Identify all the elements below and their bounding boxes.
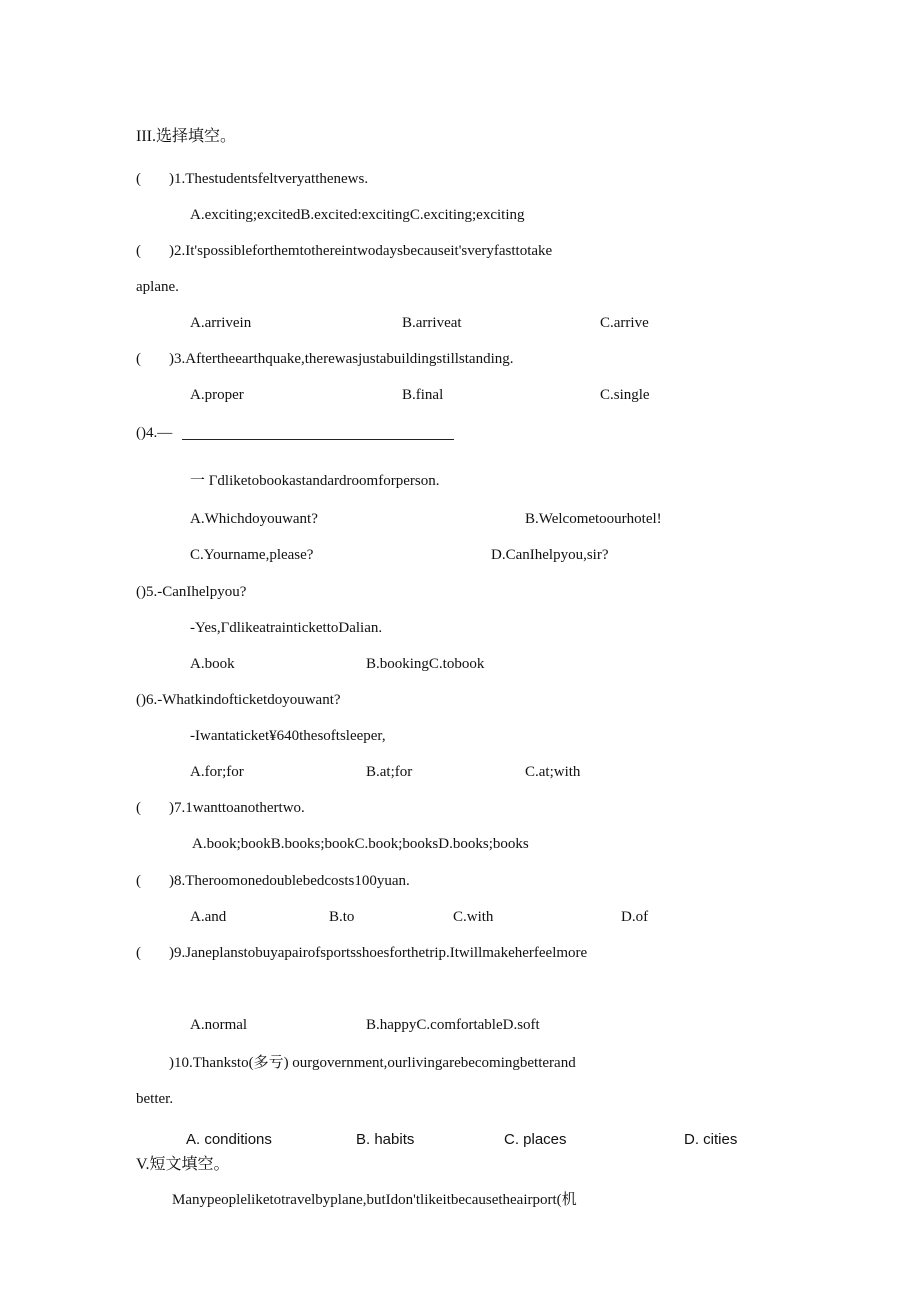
dialogue-line: -Iwantaticket¥640thesoftsleeper, [190,728,386,744]
option-text: A.exciting;excitedB.excited:excitingC.exciting;exciting [190,207,525,223]
option-c: C.arrive [600,315,649,331]
option-b: B.to [329,909,355,925]
question-paren: ( [136,945,141,961]
option-b: B. habits [356,1131,415,1148]
option-a: A.normal [190,1017,248,1033]
option-d: D.of [621,909,649,925]
question-continuation: better. [136,1091,174,1107]
option-a: A.Whichdoyouwant? [190,511,318,527]
question-stem: ()5.-CanIhelpyou? [136,584,247,600]
option-a: A.arrivein [190,315,252,331]
option-text: A.book;bookB.books;bookC.book;booksD.books;books [192,836,529,852]
option-b: B.final [402,387,444,403]
question-stem: )2.It'spossibleforthemtothereintwodaysbecauseit'sveryfasttotake [169,243,553,259]
option-d: D. cities [684,1131,738,1148]
question-continuation: aplane. [136,279,179,295]
answer-blank-line [182,439,454,440]
option-a: A.and [190,909,227,925]
section-heading: III.选择填空。 [136,128,236,145]
dialogue-line: -Yes,ΓdlikeatraintickettoDalian. [190,620,383,636]
dialogue-line: 一 Γdliketobookastandardroomforperson. [190,473,440,489]
question-stem: )7.1wanttoanothertwo. [169,800,305,816]
question-paren: ( [136,171,141,187]
question-stem: )1.Thestudentsfeltveryatthenews. [169,171,369,187]
question-paren: ( [136,800,141,816]
option-a: A.book [190,656,235,672]
paragraph-line: Manypeopleliketotravelbyplane,butIdon'tlikeitbecausetheairport(机 [172,1192,577,1208]
question-stem: )9.Janeplanstobuyapairofsportsshoesforthetrip.Itwillmakeherfeelmore [169,945,588,961]
option-c: C.single [600,387,650,403]
option-c: C. places [504,1131,567,1148]
option-b: B.at;for [366,764,413,780]
option-a: A.for;for [190,764,244,780]
option-c: C.with [453,909,494,925]
option-b: B.Welcometoourhotel! [525,511,662,527]
question-paren: ( [136,243,141,259]
option-b: B.bookingC.tobook [366,656,485,672]
question-stem: ()4.— [136,425,173,441]
option-a: A.proper [190,387,244,403]
question-stem: )10.Thanksto(多亏) ourgovernment,ourlivingarebecomingbetterand [169,1055,576,1071]
question-stem: )8.Theroomonedoublebedcosts100yuan. [169,873,410,889]
option-c: C.Yourname,please? [190,547,314,563]
option-a: A. conditions [186,1131,272,1148]
option-c: C.at;with [525,764,581,780]
question-stem: )3.Aftertheearthquake,therewasjustabuildingstillstanding. [169,351,514,367]
question-stem: ()6.-Whatkindofticketdoyouwant? [136,692,341,708]
option-b: B.happyC.comfortableD.soft [366,1017,540,1033]
question-paren: ( [136,351,141,367]
section-heading: V.短文填空。 [136,1156,230,1173]
question-paren: ( [136,873,141,889]
option-b: B.arriveat [402,315,462,331]
option-d: D.CanIhelpyou,sir? [491,547,609,563]
